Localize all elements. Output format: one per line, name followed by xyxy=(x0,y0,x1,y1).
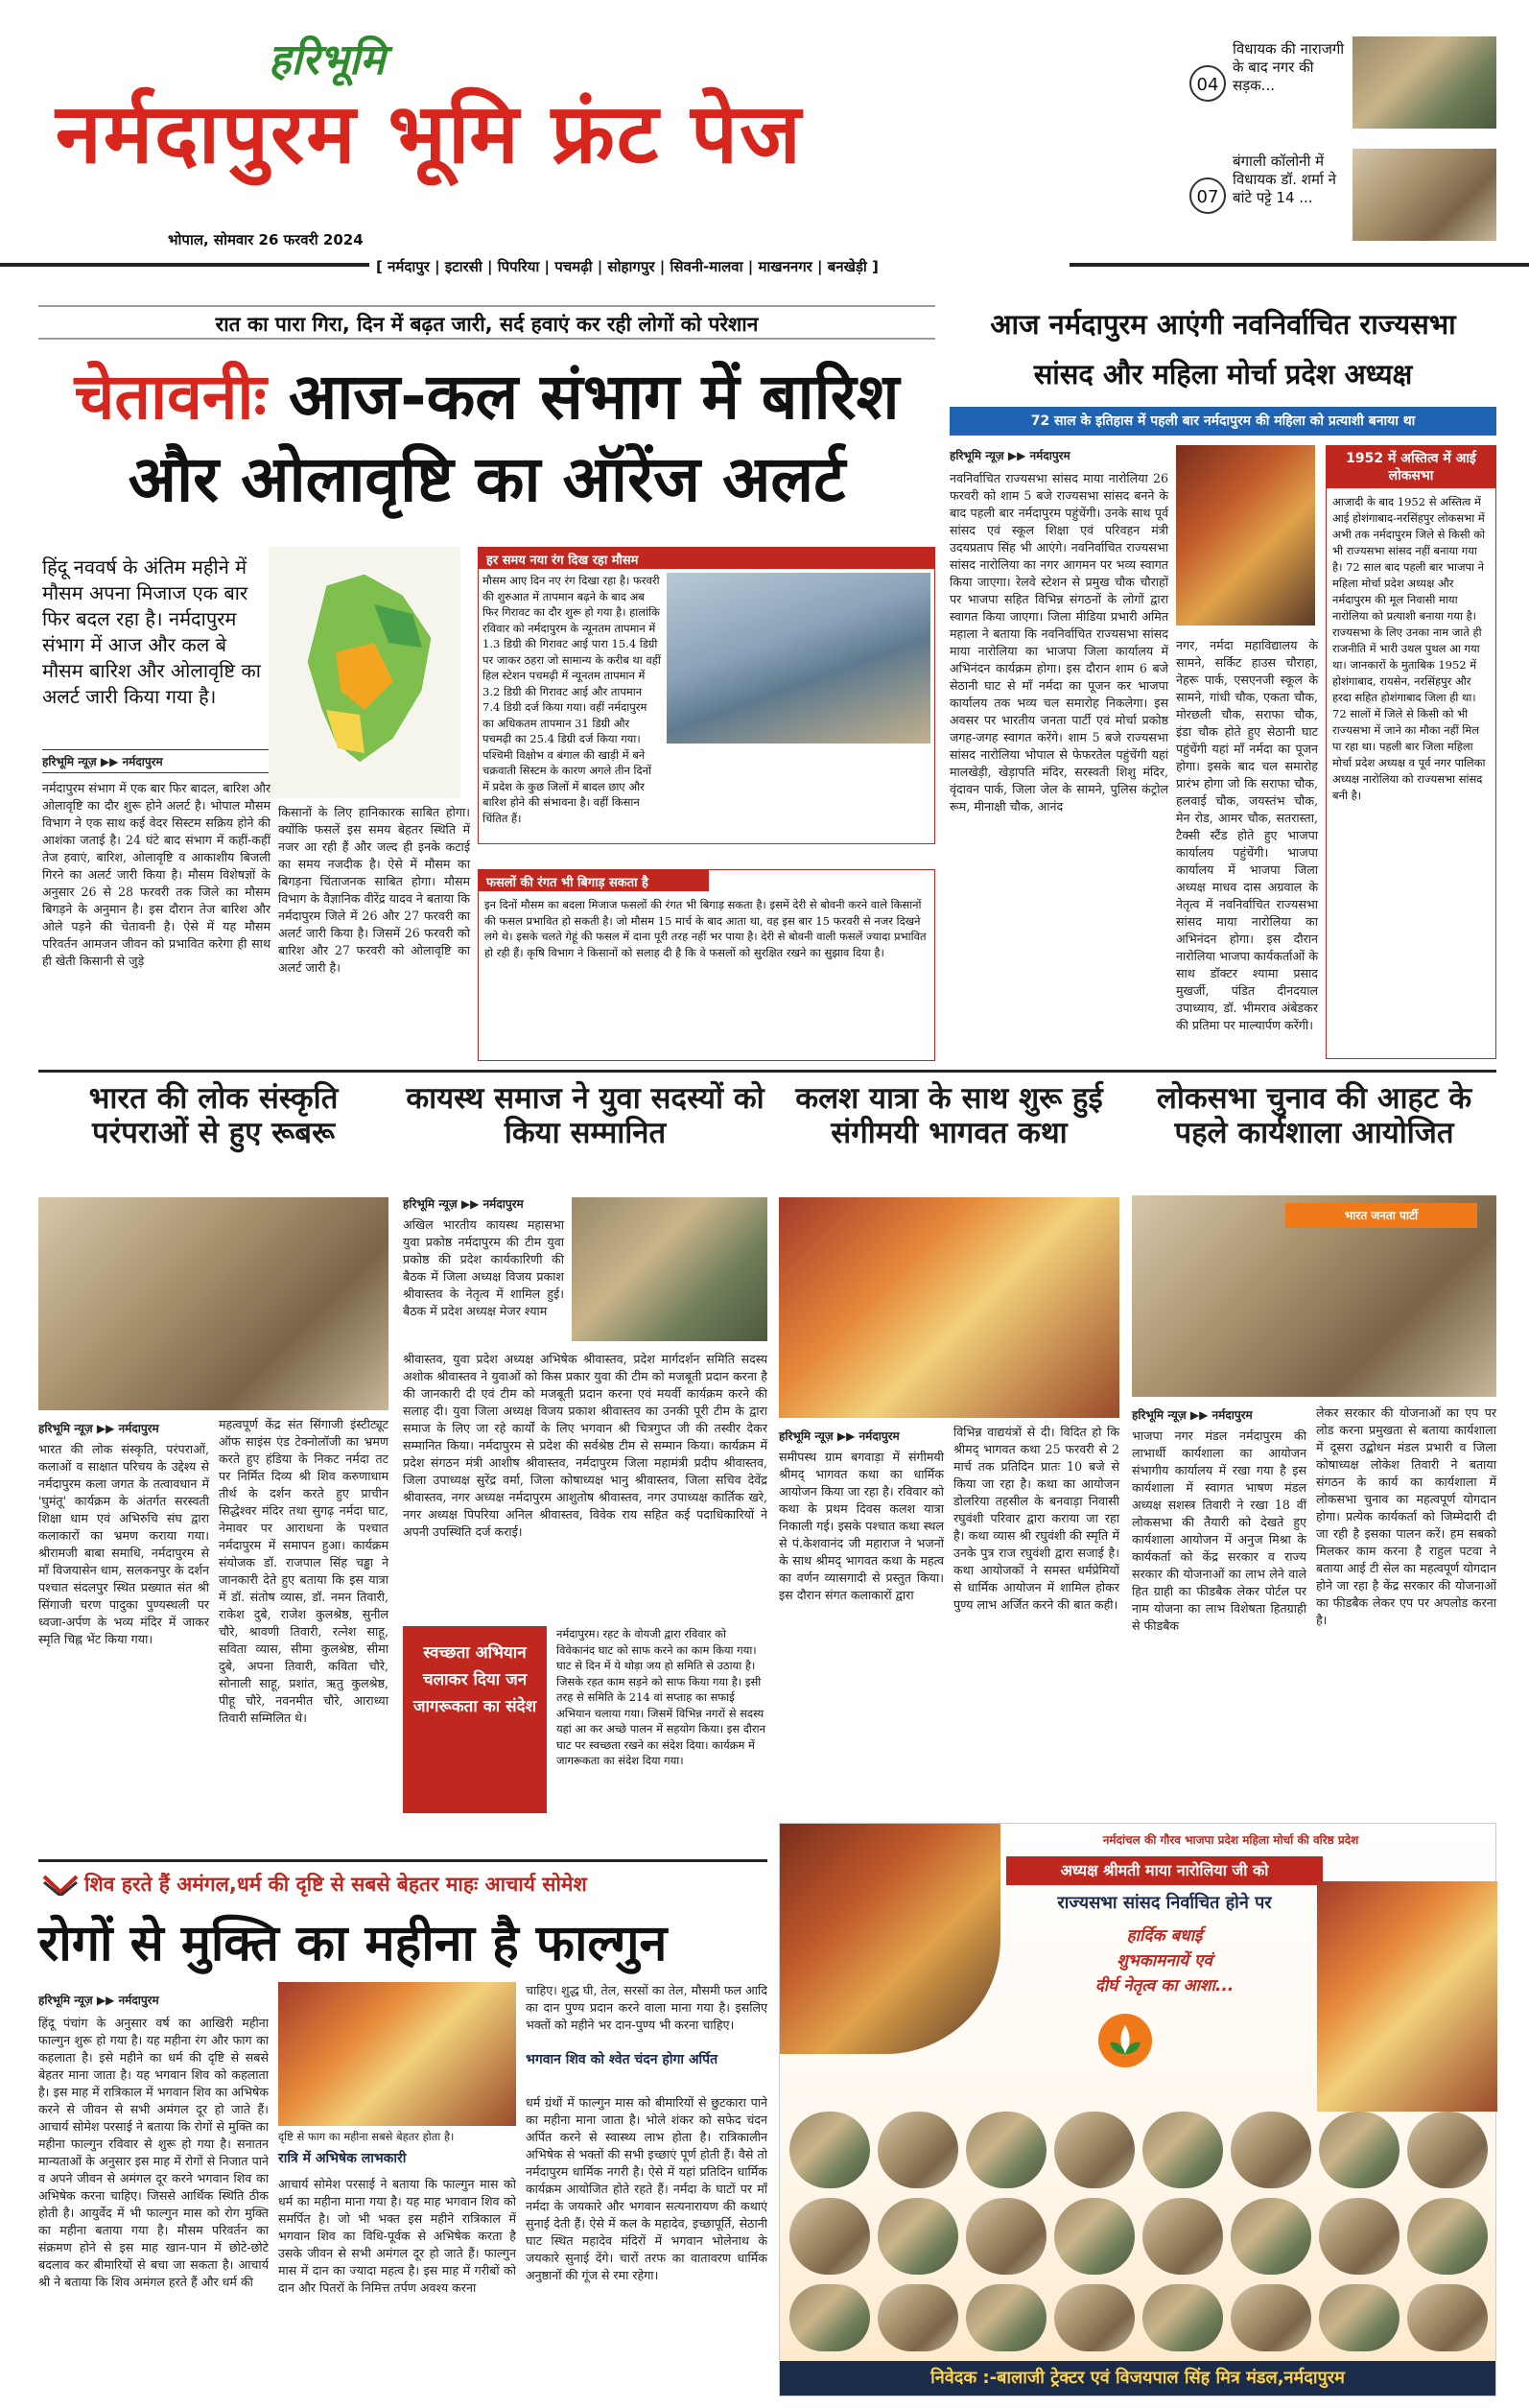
phalgun-kicker: शिव हरते हैं अमंगल,धर्म की दृष्टि से सबसे बेहतर माहः आचार्य सोमेश xyxy=(84,1873,587,1896)
box1-title: हर समय नया रंग दिख रहा मौसम xyxy=(479,548,934,569)
weather-col1: नर्मदापुरम संभाग में एक बार फिर बादल, बारिश और ओलावृष्टि का दौर शुरू होने अलर्ट है। भोपाल मौसम विभाग ने एक साथ कई वेदर सिस्टम सक्रिय होने की आशंका जताई है। 24 घंटे बाद संभाग में कहीं-कहीं तेज हवाएं, बारिश, ओलावृष्टि व आकाशीय बिजली गिरने का अलर्ट जारी किया है। मौसम विशेषज्ञों के अनुसार 26 से 28 फरवरी तक जिले का मौसम बिगड़ने के अनुमान है। इस दौरान तेज बारिश और ओले पड़ने की चेतावनी है। ऐसे में यह मौसम परिवर्तन आमजन जीवन को प्रभावित करेगा ही साथ ही खेती किसानी से जुड़े xyxy=(42,781,271,968)
kayasth-headline: कायस्थ समाज ने युवा सदस्यों को किया सम्मानित xyxy=(406,1081,764,1150)
weather-box-2 xyxy=(478,869,935,1061)
loksabha-col2: लेकर सरकार की योजनाओं का एप पर लोड करना प्रमुखता से बताया कार्यशाला में दूसरा उद्बोधन मंडल प्रभारी व जिला कोषाध्यक्ष लोकेश तिवारी ने बताया संगठन के कार्य का कार्यशाला में लोकसभा चुनाव का महत्वपूर्ण योगदान होगा। प्रत्येक कार्यकर्ता को जिम्मेदारी दी जा रही है इसका पालन करें। हम सबको मिलकर काम करना है राहुल पटवा ने बताया आई टी सेल का महत्वपूर्ण योगदान होने जा रहा है केंद्र सरकार की योजनाओं का फीडबैक लेकर एप पर अपलोड करना है। xyxy=(1316,1405,1496,1627)
culture-col2: महत्वपूर्ण केंद्र संत सिंगाजी इंस्टीट्यूट ऑफ साइंस एंड टेक्नोलॉजी का भ्रमण करते हुए हंडिया के निकट नर्मदा तट पर निर्मित दिव्य श्री शिव करुणाधाम तीर्थ के दर्शन करते हुए प्राचीन सिद्धेश्वर मंदिर तथा सुगढ़ नर्मदा घाट, नेमावर पर आराधना के पश्चात नर्मदापुरम में समापन हुआ। कार्यक्रम संयोजक डॉ. राजपाल सिंह चड्ढा ने जानकारी देते हुए बताया कि इस यात्रा में डॉ. संतोष व्यास, डॉ. नमन तिवारी, राकेश दुबे, राजेश कुलश्रेष्ठ, सुनील चौरे, श्रावणी तिवारी, रत्नेश साहू, सविता व्यास, सीमा कुलश्रेष्ठ, सीमा दुबे, अपना तिवारी, कविता चौरे, सोनाली साहू, प्रशांत, ऋतु कुलश्रेष्ठ, पीहू चौरे, नवनमीत चौरे, आराध्या तिवारी सम्मिलित थे। xyxy=(219,1417,388,1725)
weather-headline-2: और ओलावृष्टि का ऑरेंज अलर्ट xyxy=(128,442,846,516)
kalash-col1: समीपस्थ ग्राम बगवाड़ा में संगीमयी श्रीमद् भागवत कथा का धार्मिक आयोजन किया जा रहा है। रविवार को कथा के प्रथम दिवस कलश यात्रा निकाली गई। इसके पश्चात कथा स्थल से पं.केशवानंद जी महाराज ने भजनों के साथ श्रीमद् भागवत कथा के महत्व का वर्णन व्यासगादी से प्रस्तुत किया। इस दौरान संगत कलाकारों द्वारा xyxy=(779,1450,944,1602)
phalgun-chevron-icon xyxy=(42,1875,79,1896)
ad-wish-1: हार्दिक बधाई xyxy=(1126,1926,1203,1946)
culture-photo xyxy=(38,1197,388,1410)
dateline: भोपाल, सोमवार 26 फरवरी 2024 xyxy=(168,231,364,248)
ad-portrait-maya xyxy=(780,1824,1000,2054)
rs-box-title: 1952 में अस्तित्व में आई लोकसभा xyxy=(1327,446,1495,488)
kalash-story xyxy=(779,1082,1119,1811)
warning-label: चेतावनीः xyxy=(74,360,267,434)
ad-wish-3: दीर्घ नेतृत्व का आशा... xyxy=(1094,1976,1235,1995)
ad-footer: निवेदक :-बालाजी ट्रेक्टर एवं विजयपाल सिंह मित्र मंडल,नर्मदापुरम xyxy=(780,2361,1495,2396)
congratulation-ad xyxy=(779,1823,1496,2396)
kayasth-col2: श्रीवास्तव, युवा प्रदेश अध्यक्ष अभिषेक श्रीवास्तव, प्रदेश मार्गदर्शन समिति सदस्य अशोक श्रीवास्तव ने युवाओं को किस प्रकार युवा की टीम को मजबूती प्रदान करना है की जानकारी दी एवं टीम को मजबूती प्रदान करना एवं मयर्वी कार्यक्रम करने की सलाह दी। युवा जिला अध्यक्ष विजय प्रकाश श्रीवास्तव का उनकी पूरी टीम के द्वारा समाज के लिए जा रहे कार्यों के लिए भगवान श्री चित्रगुप्त जी की तस्वीर देकर सम्मानित किया। नर्मदापुरम से प्रदेश की सर्वश्रेष्ठ टीम से सम्मान किया। कार्यक्रम में प्रदेश संगठन मंत्री आशीष श्रीवास्तव, नर्मदापुरम जिला महामंत्री प्रदीप श्रीवास्तव, जिला उपाध्यक्ष सुरेंद्र वर्मा, जिला कोषाध्यक्ष भानु श्रीवास्तव, जिला सचिव देवेंद्र श्रीवास्तव, नगर अध्यक्ष नर्मदापुरम आशुतोष श्रीवास्तव, नगर उपाध्यक्ष कार्तिक खरे, नगर अध्यक्ष पिपरिया अनिल श्रीवास्तव, विवेक राय सहित कई पदाधिकारियों ने अपनी उपस्थिति दर्ज कराई। xyxy=(403,1352,767,1539)
city-link[interactable]: नर्मदापुर xyxy=(388,258,430,275)
ad-line-2: राज्यसभा सांसद निर्वाचित होने पर xyxy=(1057,1893,1272,1913)
rs-box-text: आजादी के बाद 1952 से अस्तित्व में आई होशंगाबाद-नरसिंहपुर लोकसभा में अभी तक नर्मदापुरम जिले से किसी को भी राज्यसभा सांसद नहीं बनाया गया है। 72 साल बाद पहली बार भाजपा ने महिला मोर्चा प्रदेश अध्यक्ष और नर्मदापुरम की मूल निवासी माया नारोलिया को प्रत्याशी बनाया गया है। राज्यसभा के लिए उनका नाम जाते ही राजनीति में भारी उथल पुथल आ गया था। जानकारों के मुताबिक 1952 में होशंगाबाद, रायसेन, नरसिंहपुर और हरदा सहित होशंगाबाद जिला ही था। 72 सालों में जिले से किसी को भी राज्यसभा में जाने का मौका नहीं मिल पा रहा था। पहली बार जिला महिला मोर्चा प्रदेश अध्यक्ष व पूर्व नगर पालिका अध्यक्ष नारोलिया को राज्यसभा सांसद बनी है। xyxy=(1332,495,1486,802)
rs-headline-1: आज नर्मदापुरम आएंगी नवनिर्वाचित राज्यसभा xyxy=(990,308,1456,341)
ad-name-line: अध्यक्ष श्रीमती माया नारोलिया जी को xyxy=(1006,1856,1323,1885)
weather-photo xyxy=(667,573,930,744)
weather-col2: किसानों के लिए हानिकारक साबित होगा। क्योंकि फसलें इस समय बेहतर स्थिति में नजर आ रही हैं और जल्द ही इनके कटाई का समय नजदीक है। ऐसे में मौसम का बिगड़ना चिंताजनक साबित होगा। मौसम विभाग के वैज्ञानिक वीरेंद्र यादव ने बताया कि नर्मदापुरम जिले में 26 और 27 फरवरी का अलर्ट जारी किया है। जिसमें 26 फरवरी को बारिश और 27 फरवरी को ओलावृष्टि का अलर्ट जारी है। xyxy=(278,805,470,975)
weather-kicker: रात का पारा गिरा, दिन में बढ़त जारी, सर्द हवाएं कर रही लोगों को परेशान xyxy=(215,313,759,336)
teaser-2-page: 07 xyxy=(1189,177,1226,214)
phalgun-caption: दृष्टि से फाग का महीना सबसे बेहतर होता है। xyxy=(278,2130,455,2143)
rs-byline: हरिभूमि न्यूज़ ▶▶ नर्मदापुरम xyxy=(950,449,1070,462)
teaser-1-text: विधायक की नाराजगी के बाद नगर की सड़क... xyxy=(1233,40,1345,94)
kayasth-photo xyxy=(572,1197,767,1341)
teaser-2-text: बंगाली कॉलोनी में विधायक डॉ. शर्मा ने बांटे पट्टे 14 ... xyxy=(1233,153,1336,206)
weather-byline: हरिभूमि न्यूज़ ▶▶ नर्मदापुरम xyxy=(42,755,163,768)
weather-story xyxy=(38,305,935,1063)
loksabha-photo xyxy=(1132,1195,1496,1397)
swachhta-box: स्वच्छता अभियान चलाकर दिया जन जागरूकता का संदेश xyxy=(403,1626,547,1813)
swachhta-text: नर्मदापुरम। रहट के वोयजी द्वारा रविवार को विवेकानंद घाट को साफ करने का काम किया गया। घाट से दिन में ये थोड़ा जय हो समिति से उठाया है। जिसके रहत काम सड़ने को साफ किया गया है। इसी तरह से समिति के 214 वां सप्ताह का सफाई अभियान चलाया गया। जिसमें विभिन्न नगरों से सदस्य यहां आ कर अच्छे पालन में सहयोग किया। इस दौरान घाट पर स्वच्छता रखने का संदेश दिया। कार्यक्रम में जागरूकता का संदेश दिया गया। xyxy=(556,1627,765,1767)
city-link[interactable]: पचमढ़ी xyxy=(554,258,593,275)
teaser-1-photo xyxy=(1353,36,1496,129)
city-bar xyxy=(0,257,1529,284)
phalgun-story xyxy=(38,1859,767,2396)
kalash-byline: हरिभूमि न्यूज़ ▶▶ नर्मदापुरम xyxy=(779,1429,900,1443)
rs-headline-2: सांसद और महिला मोर्चा प्रदेश अध्यक्ष xyxy=(1033,358,1413,390)
city-list: [ नर्मदापुर | इटारसी | पिपरिया | पचमढ़ी | सोहागपुर | सिवनी-मालवा | माखननगर | बनखेड़ी ] xyxy=(376,258,879,275)
phalgun-sub-2: भगवान शिव को श्वेत चंदन होगा अर्पित xyxy=(526,2052,718,2067)
ad-supporters-row-3 xyxy=(789,2284,1488,2351)
phalgun-col3-top: चाहिए। शुद्ध घी, तेल, सरसों का तेल, मौसमी फल आदि का दान पुण्य प्रदान करने वाला माना गया है। इसलिए भक्तों को महीने भर दान-पुण्य भी करना चाहिए। xyxy=(526,1983,767,2032)
swachhta-story xyxy=(403,1626,767,1818)
teaser-2[interactable] xyxy=(1189,149,1496,245)
teaser-1[interactable] xyxy=(1189,36,1496,132)
teaser-2-photo xyxy=(1353,149,1496,241)
culture-story xyxy=(38,1082,388,1907)
weather-headline-line1 xyxy=(38,351,935,437)
ad-portrait-man xyxy=(1317,1881,1497,2112)
kalash-headline: कलश यात्रा के साथ शुरू हुई संगीमयी भागवत कथा xyxy=(795,1081,1103,1150)
ad-supporters-row-2 xyxy=(789,2198,1488,2275)
phalgun-col1: हिंदू पंचांग के अनुसार वर्ष का आखिरी महीना फाल्गुन शुरू हो गया है। यह महीना रंग और फाग का कहलाता है। इसे महीने का धर्म की दृष्टि से सबसे बेहतर माना जाता है। यह भगवान शिव को कहलाता है। इस माह में रात्रिकाल में भगवान शिव का अभिषेक करने से जीवन से सभी अमंगल दूर हो जाते हैं। आचार्य सोमेश परसाई ने बताया कि रोगों से मुक्ति का महीना फाल्गुन रविवार से शुरू हो गया है। सनातन मान्यताओं के अनुसार इस माह में रोगों से निजात पाने व अपने जीवन से अमंगल दूर करने भगवान शिव का अभिषेक करना चाहिए। जिससे आर्थिक स्थिति ठीक होती है। आयुर्वेद में भी फाल्गुन मास को रोग मुक्ति का महीना बताया गया है। मौसम परिवर्तन का संक्रमण होने से इस माह खान-पान में छोटे-छोटे बदलाव कर बीमारियों से बचा जा सकता है। आचार्य श्री ने बताया कि शिव अमंगल हरते हैं और धर्म की xyxy=(38,2016,269,2289)
loksabha-byline: हरिभूमि न्यूज़ ▶▶ नर्मदापुरम xyxy=(1132,1408,1253,1422)
section-divider xyxy=(38,1070,1496,1073)
lotus-icon xyxy=(1096,2012,1154,2069)
kayasth-col1: अखिल भारतीय कायस्थ महासभा युवा प्रकोष्ठ नर्मदापुरम की टीम युवा प्रकोष्ठ की प्रदेश कार्यकारिणी की बैठक में जिला अध्यक्ष विजय प्रकाश श्रीवास्तव के नेतृत्व में शामिल हुई। बैठक में प्रदेश अध्यक्ष मेजर श्याम xyxy=(403,1217,564,1318)
weather-intro: हिंदू नववर्ष के अंतिम महीने में मौसम अपना मिजाज एक बार फिर बदल रहा है। नर्मदापुरम संभाग में आज और कल बे मौसम बारिश और ओलावृष्टि का अलर्ट जारी किया गया है। xyxy=(42,555,261,708)
city-link[interactable]: पिपरिया xyxy=(497,258,540,275)
masthead xyxy=(38,29,1189,259)
box1-text: मौसम आए दिन नए रंग दिखा रहा है। फरवरी की शुरुआत में तापमान बढ़ने के बाद अब फिर गिरावट का दौर शुरू हो गया है। हालांकि रविवार को नर्मदापुरम के न्यूनतम तापमान में 1.3 डिग्री की गिरावट आई पारा 15.4 डिग्री पर जाकर ठहरा जो सामान्य के करीब था वहीं हिल स्टेशन पचमढ़ी में न्यूनतम तापमान में 3.2 डिग्री की गिरावट आई और तापमान 7.4 डिग्री दर्ज किया गया। वहीं नर्मदापुरम का अधिकतम तापमान 31 डिग्री और पचमढ़ी का 25.4 डिग्री दर्ज किया गया। पश्चिमी विक्षोभ व बंगाल की खाड़ी में बने चक्रवाती सिस्टम के कारण अगले तीन दिनों में प्रदेश के कुछ जिलों में बादल छाए और बारिश होने की संभावना है। वहीं किसान चिंतित हैं। xyxy=(482,574,661,825)
box2-title: फसलों की रंगत भी बिगाड़ सकता है xyxy=(479,870,709,891)
rajya-sabha-story xyxy=(950,305,1496,1063)
phalgun-col2: आचार्य सोमेश परसाई ने बताया कि फाल्गुन मास को धर्म का महीना माना गया है। यह माह भगवान शिव को समर्पित है। जो भी भक्त इस महीने रात्रिकाल में भगवान शिव का विधि-पूर्वक से अभिषेक करता है उसके जीवन से सभी अमंगल दूर हो जाते हैं। फाल्गुन मास में दान का ज्यादा महत्व है। इस माह में गरीबों को दान और पितरों के निमित्त तर्पण अवश्य करना xyxy=(278,2177,516,2295)
masthead-title: नर्मदापुरम भूमि फ्रंट पेज xyxy=(56,86,803,182)
kayasth-byline: हरिभूमि न्यूज़ ▶▶ नर्मदापुरम xyxy=(403,1197,524,1211)
culture-headline: भारत की लोक संस्कृति परंपराओं से हुए रूबरू xyxy=(88,1081,339,1150)
weather-headline-1: आज-कल संभाग में बारिश xyxy=(288,360,900,434)
weather-map xyxy=(269,547,460,798)
phalgun-headline: रोगों से मुक्ति का महीना है फाल्गुन xyxy=(38,1915,668,1972)
ad-supporters-row-1 xyxy=(789,2112,1488,2188)
ad-wish-2: शुभकामनायें एवं xyxy=(1117,1951,1212,1971)
city-link[interactable]: बनखेड़ी xyxy=(827,258,867,275)
culture-col1: भारत की लोक संस्कृति, परंपराओं, कलाओं व साक्षात परिचय के उद्देश्य से नर्मदापुरम कला जगत के तत्वावधान में 'घुमंतू' कार्यक्रम के अंतर्गत सरस्वती शिक्षा धाम एवं अभिरुचि संघ द्वारा कलाकारों का भ्रमण कराया गया। श्रीरामजी बाबा समाधि, नर्मदापुरम से माँ विजयासेन धाम, सलकनपुर के दर्शन पश्चात संदलपुर स्थित प्रख्यात संत श्री सिंगाजी चरण पादुका पुण्यस्थली पर ध्वजा-अर्पण के भव्य मंदिर में जाकर स्मृति चिह्न भेंट किया गया। xyxy=(38,1442,209,1646)
city-link[interactable]: सिवनी-मालवा xyxy=(670,258,743,275)
loksabha-story xyxy=(1132,1082,1496,1715)
city-link[interactable]: सोहागपुर xyxy=(607,258,655,275)
box2-text: इन दिनों मौसम का बदला मिजाज फसलों की रंगत भी बिगाड़ सकता है। इसमें देरी से बोवनी करने वाले किसानों की फसल प्रभावित हो सकती है। जो मौसम 15 मार्च के बाद आता था, वह इस बार 15 फरवरी से नजर दिखने लगे थे। इसके चलते गेहूं की फसल में दाना पूरी तरह नहीं भर पाया है। देरी से बोवनी वाली फसलें ज्यादा प्रभावित हो रही हैं। कृषि विभाग ने किसानों को सलाह दी है कि वे फसलों को सुरक्षित रखने का सुझाव दिया है। xyxy=(484,898,927,959)
rs-col2: नगर, नर्मदा महाविद्यालय के सामने, सर्किट हाउस चौराहा, नेहरू पार्क, एसएनजी स्कूल के सामने, गांधी चौक, एकता चौक, मोरछली चौक, सराफा चौक, इंडा चौक होते हुए सेठानी घाट पहुंचेंगी यहां माँ नर्मदा का पूजन होगा। इसके बाद चल समारोह प्रारंभ होगा जो कि सराफा चौक, हलवाई चौक, जयस्तंभ चौक, मेन रोड, आमर चौक, सतरास्ता, टैक्सी स्टैंड होते हुए भाजपा कार्यालय पहुंचेंगी। भाजपा कार्यालय में भाजपा जिला अध्यक्ष माधव दास अग्रवाल के नेतृत्व में नवनिर्वाचित राज्यसभा सांसद माया नारोलिया का अभिनंदन होगा। इस दौरान नारोलिया भाजपा कार्यकर्ताओं के साथ डॉक्टर श्यामा प्रसाद मुखर्जी, पंडित दीनदयाल उपाध्याय, डॉ. भीमराव अंबेडकर की प्रतिमा पर माल्यार्पण करेंगी। xyxy=(1176,638,1318,1032)
brand-logo: हरिभूमि xyxy=(269,35,386,84)
phalgun-photo xyxy=(278,1982,516,2126)
ad-top-line: नर्मदांचल की गौरव भाजपा प्रदेश महिला मोर्चा की वरिष्ठ प्रदेश xyxy=(1102,1833,1359,1847)
loksabha-col1: भाजपा नगर मंडल नर्मदापुरम की लाभार्थी कार्यशाला का आयोजन संभागीय कार्यालय में रखा गया है इस कार्यशाला में स्वागत भाषण मंडल अध्यक्ष सशस्त्र तिवारी ने रखा 18 वीं लोकसभा की तैयारी को देखते हुए कार्यशाला आयोजन में अनुज मिश्रा के कार्यकर्ता को केंद्र सरकार व राज्य सरकार की योजनाओं का लाभ लेने वाले हित ग्राही का फीडबैक लेकर पोर्टल पर नाम योजना का लाभ विशेषता हितग्राही से फीडबैक xyxy=(1132,1428,1306,1633)
rs-subhead: 72 साल के इतिहास में पहली बार नर्मदापुरम की महिला को प्रत्याशी बनाया था xyxy=(950,407,1496,436)
loksabha-headline: लोकसभा चुनाव की आहट के पहले कार्यशाला आयोजित xyxy=(1156,1081,1472,1150)
kalash-col2: विभिन्न वाद्ययंत्रों से दी। विदित हो कि श्रीमद् भागवत कथा 25 फरवरी से 2 मार्च तक प्रतिदिन प्रातः 10 बजे से किया जा रहा है। कथा का आयोजन डोलरिया तहसील के बनवाड़ा निवासी रघुवंशी परिवार द्वारा कराया जा रहा है। कथा व्यास श्री रघुवंशी की स्मृति में उनके पुत्र राज रघुवंशी द्वारा सजाई है। कथा आयोजकों ने समस्त धर्मप्रेमियों से धार्मिक आयोजन में शामिल होकर पुण्य लाभ अर्जित करने की बात कही। xyxy=(953,1425,1119,1612)
rs-box xyxy=(1326,445,1496,1059)
city-link[interactable]: इटारसी xyxy=(444,258,482,275)
phalgun-sub-1: रात्रि में अभिषेक लाभकारी xyxy=(278,2151,407,2166)
loksabha-photo-banner: भारत जनता पार्टी xyxy=(1285,1203,1477,1228)
rs-col1: नवनिर्वाचित राज्यसभा सांसद माया नारोलिया 26 फरवरी को शाम 5 बजे राज्यसभा सांसद बनने के बाद पहली बार नर्मदापुरम पहुंचेंगी। उनके साथ पूर्व सांसद एवं स्कूल शिक्षा एवं परिवहन मंत्री उदयप्रताप सिंह भी आएंगे। नवनिर्वाचित राज्यसभा सांसद नारोलिया का नगर आगमन पर भव्य स्वागत किया जाएगा। रेलवे स्टेशन से प्रमुख चौक चौराहों पर भाजपा सहित विभिन्न संगठनों के लोगों द्वारा स्वागत किया जाएगा। जिला मीडिया प्रभारी अमित महाला ने बताया कि नवनिर्वाचित राज्यसभा सांसद माया नारोलिया का भाजपा जिला कार्यालय में अभिनंदन कार्यक्रम होगा। इस दौरान शाम 6 बजे सेठानी घाट से माँ नर्मदा का पूजन कर भाजपा कार्यालय तक भव्य चल समारोह निकलेगा। इस अवसर पर भारतीय जनता पार्टी एवं मोर्चा प्रकोष्ठ जगह-जगह स्वागत करेंगे। शाम 5 बजे राज्यसभा सांसद नारोलिया भोपाल से फेफरतेल पहुंचेंगी यहां मालखेड़ी, खेड़ापति मंदिर, सरस्वती शिशु मंदिर, वृंदावन पार्क, जिला जेल के सामने, पुलिस कंट्रोल रूम, मीनाक्षी चौक, आनंद xyxy=(950,471,1168,814)
city-link[interactable]: माखननगर xyxy=(758,258,812,275)
culture-byline: हरिभूमि न्यूज़ ▶▶ नर्मदापुरम xyxy=(38,1422,159,1435)
mp-map-graphic xyxy=(269,547,460,798)
weather-box-1 xyxy=(478,547,935,844)
teaser-1-page: 04 xyxy=(1189,65,1226,102)
rs-portrait xyxy=(1176,445,1315,626)
kalash-photo xyxy=(779,1197,1119,1418)
phalgun-col3: धर्म ग्रंथों में फाल्गुन मास को बीमारियों से छुटकारा पाने का महीना माना जाता है। भोले शंकर को सफेद चंदन अर्पित करने से स्वास्थ्य लाभ होता है। रात्रिकालीन अभिषेक से भक्तों की सभी इच्छाएं पूर्ण होती हैं। वैसे तो नर्मदापुरम धार्मिक नगरी है। ऐसे में यहां प्रतिदिन धार्मिक कार्यक्रम आयोजित होते रहते हैं। नर्मदा के घाटों पर माँ नर्मदा के जयकारे और भगवान सत्यनारायण की कथाएं सुनाई देती हैं। ऐसे में कल के महादेव, इच्छापूर्ति, सेठानी घाट स्थित महादेव मंदिरों में भगवान भोलेनाथ के जयकारे सुनाई देंगे। चारों तरफ का वातावरण धार्मिक अनुष्ठानों की गूंज से रमा रहेगा। xyxy=(526,2095,767,2282)
phalgun-byline: हरिभूमि न्यूज़ ▶▶ नर्मदापुरम xyxy=(38,1994,159,2007)
